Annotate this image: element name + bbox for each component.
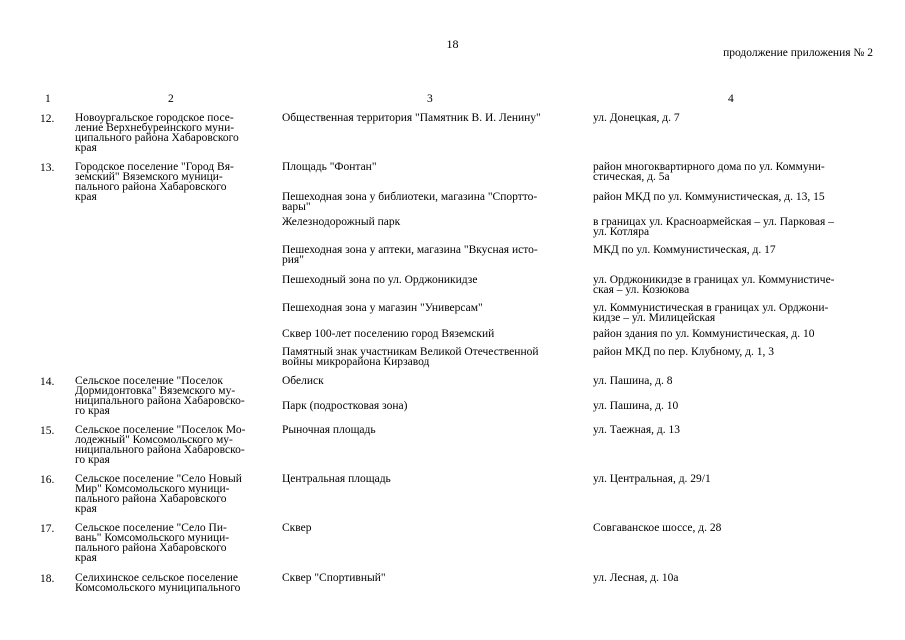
- territory-address: ул. Коммунистическая в границах ул. Орджони- кидзе – ул. Милицейская: [593, 302, 829, 324]
- territory-name: Парк (подростковая зона): [282, 400, 408, 412]
- row-number: 18.: [40, 573, 55, 585]
- page-number: 18: [446, 37, 459, 51]
- territory-name: Железнодорожный парк: [282, 216, 401, 228]
- municipality-name: Городское поселение "Город Вя- земский" Вяземского муници- пального района Хабаровского края: [75, 161, 234, 203]
- territory-name: Рыночная площадь: [282, 424, 376, 436]
- territory-name: Площадь "Фонтан": [282, 161, 377, 173]
- territory-address: район МКД по пер. Клубному, д. 1, 3: [593, 346, 774, 358]
- row-number: 16.: [40, 474, 55, 486]
- column-header-4: 4: [728, 93, 734, 105]
- territory-name: Сквер: [282, 522, 312, 534]
- column-header-1: 1: [45, 93, 51, 105]
- continuation-note: продолжение приложения № 2: [723, 47, 873, 59]
- territory-name: Пешеходная зона у магазин "Универсам": [282, 302, 483, 314]
- column-header-2: 2: [168, 93, 174, 105]
- row-number: 17.: [40, 523, 55, 535]
- territory-address: ул. Лесная, д. 10а: [593, 572, 679, 584]
- column-header-3: 3: [427, 93, 433, 105]
- territory-name: Центральная площадь: [282, 473, 391, 485]
- territory-address: район многоквартирного дома по ул. Коммуни- стическая, д. 5а: [593, 161, 825, 183]
- municipality-name: Сельское поселение "Поселок Мо- лодежный" Комсомольского му- ниципального района Хабаровско- го края: [75, 424, 246, 466]
- territory-address: район здания по ул. Коммунистическая, д. 10: [593, 328, 815, 340]
- territory-name: Пешеходная зона у библиотеки, магазина "Спортто- вары": [282, 191, 538, 213]
- municipality-name: Сельское поселение "Поселок Дормидонтовка" Вяземского му- ниципального района Хабаровско- го края: [75, 375, 245, 417]
- territory-address: ул. Таежная, д. 13: [593, 424, 681, 436]
- territory-name: Общественная территория "Памятник В. И. Ленину": [282, 112, 541, 124]
- row-number: 13.: [40, 162, 55, 174]
- municipality-name: Сельское поселение "Село Пи- вань" Комсомольского муници- пального района Хабаровского края: [75, 522, 230, 564]
- territory-address: в границах ул. Красноармейская – ул. Парковая – ул. Котляра: [593, 216, 834, 238]
- territory-address: ул. Центральная, д. 29/1: [593, 473, 711, 485]
- territory-address: Совгаванское шоссе, д. 28: [593, 522, 722, 534]
- row-number: 15.: [40, 425, 55, 437]
- municipality-name: Селихинское сельское поселение Комсомольского муниципального: [75, 572, 241, 594]
- territory-name: Пешеходная зона у аптеки, магазина "Вкусная исто- рия": [282, 244, 538, 266]
- territory-name: Сквер "Спортивный": [282, 572, 386, 584]
- territory-address: район МКД по ул. Коммунистическая, д. 13, 15: [593, 191, 825, 203]
- territory-name: Пешеходный зона по ул. Орджоникидзе: [282, 274, 478, 286]
- row-number: 12.: [40, 113, 55, 125]
- municipality-name: Сельское поселение "Село Новый Мир" Комсомольского муници- пального района Хабаровского края: [75, 473, 242, 515]
- territory-address: ул. Пашина, д. 8: [593, 375, 673, 387]
- territory-name: Памятный знак участникам Великой Отечественной войны микрорайона Кирзавод: [282, 346, 539, 368]
- row-number: 14.: [40, 376, 55, 388]
- territory-address: ул. Пашина, д. 10: [593, 400, 679, 412]
- territory-address: МКД по ул. Коммунистическая, д. 17: [593, 244, 776, 256]
- territory-address: ул. Донецкая, д. 7: [593, 112, 680, 124]
- territory-address: ул. Орджоникидзе в границах ул. Коммунистиче- ская – ул. Козюкова: [593, 274, 835, 296]
- territory-name: Сквер 100-лет поселению город Вяземский: [282, 328, 495, 340]
- municipality-name: Новоургальское городское посе- ление Верхнебуреинского муни- ципального района Хабаровского края: [75, 112, 239, 154]
- territory-name: Обелиск: [282, 375, 324, 387]
